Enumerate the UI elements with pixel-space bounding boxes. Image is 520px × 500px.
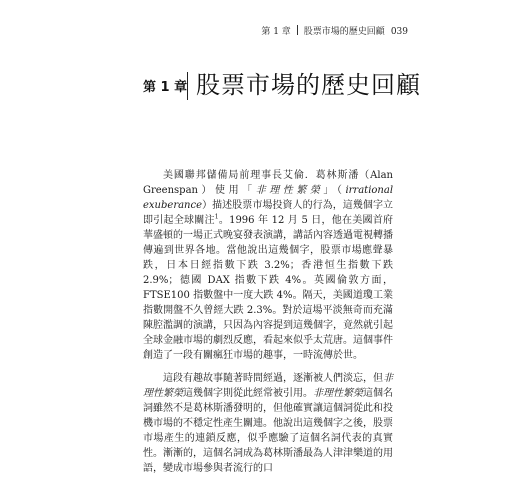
- body-text: [143, 168, 393, 476]
- paragraph-2-text-c: 這個名詞雖然不是葛林斯潘發明的，但他確實讓這個詞從此和投機市場的不穩定性產生關連。他說出這幾個字之後，股票市場產生的連鎖反應，似乎應驗了這個名詞代表的真實性。漸漸的，這個名詞成為葛林斯潘最為人津津樂道的用語，變成市場參與者流行的口: [143, 388, 393, 474]
- paragraph-2-emphasis-term-2: 非理性繁榮: [313, 388, 363, 399]
- running-head-title: 股票市場的歷史回顧: [303, 27, 385, 37]
- paragraph-1-text-a: 美國聯邦儲備局前理事長艾倫．葛林斯潘（Alan Greenspan）使用「: [143, 170, 393, 196]
- paragraph-2-emphasis-term-1: 非理性繁榮: [143, 373, 393, 399]
- paragraph-2-text-a: 這段有趣故事隨著時間經過，逐漸被人們淡忘，但: [163, 373, 383, 384]
- paragraph-1: [143, 168, 393, 363]
- chapter-label: 第 1 章: [143, 80, 188, 95]
- paragraph-1-text-c: ）描述股票市場投資人的行為，這幾個字立即引起全球關注: [143, 200, 393, 226]
- paragraph-2: [143, 371, 393, 476]
- paragraph-1-emphasis-english: irrational exuberance: [143, 185, 394, 211]
- chapter-divider: [187, 72, 188, 100]
- chapter-heading: [0, 66, 520, 106]
- footnote-marker: 1: [214, 213, 219, 221]
- chapter-title: 股票市場的歷史回顧: [196, 71, 421, 99]
- paragraph-1-text-b: 」（: [323, 185, 346, 196]
- running-head-chapter: 第 1 章: [261, 27, 291, 37]
- paragraph-1-text-d: 。1996 年 12 月 5 日，他在美國首府華盛頓的一場正式晚宴發表演講，講話內容透過電視轉播傳遍到世界各地。當他說出這幾個字，股票市場應聲暴跌，日本日經指數下跌 3.2%；香港恒生指數下跌 2.9%；德國 DAX 指數下跌 4%。英國倫敦方面，FTSE100 指數盤中一度大跌 4%。隔天，美國道瓊工業指數開盤不久曾經大跌 2.3%。對於這場平淡無奇而充滿陳腔濫調的演講，只因為內容提到這幾個字，竟然就引起全球金融市場的劇烈反應，看起來似乎太荒唐。這個事件創造了一段有關瘋狂市場的趣事，一時流傳於世。: [143, 215, 393, 361]
- paragraph-2-text-b: 這幾個字則從此經常被引用。: [183, 388, 313, 399]
- page-number: 039: [390, 27, 408, 37]
- running-head: [261, 25, 408, 38]
- running-head-divider: [297, 25, 298, 35]
- paragraph-1-emphasis-term: 非理性繁榮: [255, 185, 324, 196]
